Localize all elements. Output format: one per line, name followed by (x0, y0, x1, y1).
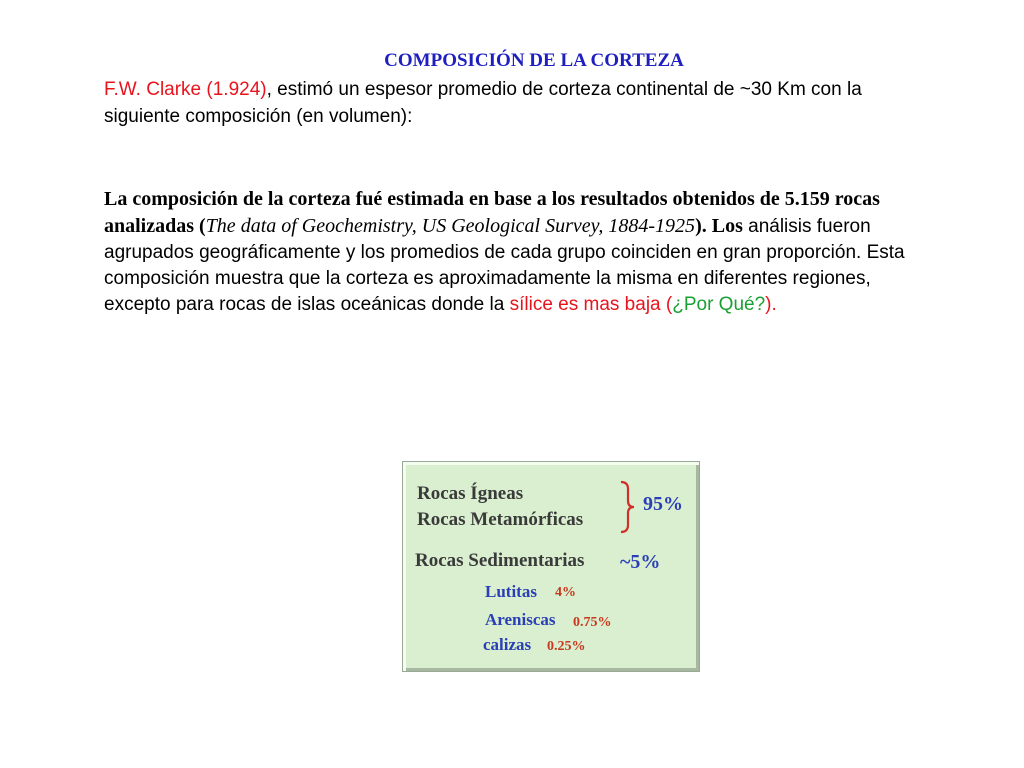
calizas-label: calizas (483, 635, 532, 654)
paragraph-body: análisis fueron agrupados geográficamente y los promedios de cada grupo coinciden en gran proporción. Esta composición muestra que la corteza es aproximadamente la misma en diferentes regiones, excepto para rocas de islas oceánicas donde la (104, 216, 905, 315)
paragraph-lead: La composición de la corteza fué estimada en base a los resultados obtenidos de 5.159 rocas analizadas ( (104, 188, 880, 237)
metamorphic-rocks-label: Rocas Metamórficas (417, 509, 584, 530)
source-citation: The data of Geochemistry, US Geological Survey, 1884-1925 (205, 215, 696, 237)
calizas-percent: 0.25% (547, 639, 586, 654)
rock-composition-box (402, 461, 700, 672)
author-citation: F.W. Clarke (1.924) (104, 79, 267, 100)
sedimentary-rocks-label: Rocas Sedimentarias (415, 550, 585, 571)
question-text: ¿Por Qué? (672, 294, 766, 315)
intro-sentence: , estimó un espesor promedio de corteza continental de ~30 Km con la siguiente composición (en volumen): (104, 79, 862, 127)
silica-note: sílice es mas baja ( (509, 294, 673, 315)
paragraph-after-citation: ). Los (695, 215, 743, 237)
areniscas-percent: 0.75% (573, 615, 612, 630)
areniscas-label: Areniscas (485, 610, 556, 629)
igneous-metamorphic-percent: 95% (643, 493, 683, 515)
sedimentary-percent: ~5% (620, 551, 661, 573)
main-paragraph (104, 186, 940, 318)
igneous-rocks-label: Rocas Ígneas (417, 483, 524, 504)
lutitas-label: Lutitas (485, 582, 537, 601)
page-title: COMPOSICIÓN DE LA CORTEZA (384, 50, 684, 71)
curly-brace-icon (617, 480, 637, 534)
closing-punctuation: ). (765, 294, 777, 315)
lutitas-percent: 4% (555, 585, 576, 600)
intro-text (104, 76, 934, 130)
